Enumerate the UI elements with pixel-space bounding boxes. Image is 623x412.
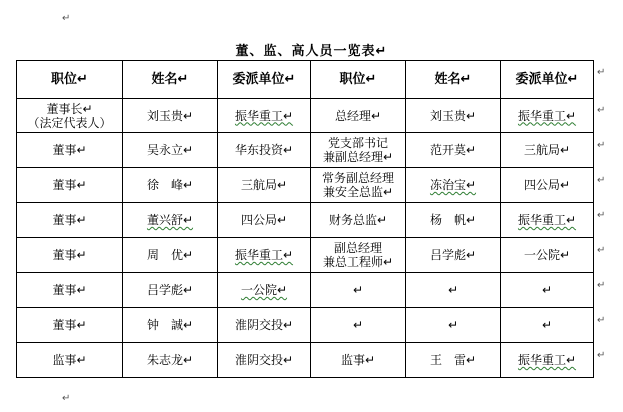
cell-unit: 三航局↵: [218, 168, 311, 203]
cell-unit: 振华重工↵: [218, 99, 311, 133]
cell-name: 吴永立↵: [123, 133, 218, 168]
cell-position: ↵: [311, 308, 406, 343]
cell-name: 范开莫↵: [406, 133, 501, 168]
cell-position: 董事↵: [17, 308, 123, 343]
cell-unit: ↵: [501, 308, 594, 343]
cell-name: 钟 誠↵: [123, 308, 218, 343]
row-end-mark: ↵: [597, 315, 606, 326]
cell-name: 朱志龙↵: [123, 343, 218, 378]
cell-position: ↵: [311, 273, 406, 308]
row-end-mark: ↵: [597, 105, 606, 116]
cell-name: ↵: [406, 273, 501, 308]
header-unit-left: 委派单位↵: [218, 61, 311, 99]
table-row: [17, 343, 594, 378]
cell-position: 董事↵: [17, 238, 123, 273]
cell-position: 董事↵: [17, 203, 123, 238]
row-end-mark: ↵: [597, 67, 606, 78]
cell-name: 王 雷↵: [406, 343, 501, 378]
cell-position: 董事长↵ （法定代表人）: [17, 99, 123, 133]
table-row: [17, 308, 594, 343]
cell-position: 董事↵: [17, 273, 123, 308]
header-name-left: 姓名↵: [123, 61, 218, 99]
table-row: [17, 168, 594, 203]
cell-position: 总经理↵: [311, 99, 406, 133]
table-row: [17, 203, 594, 238]
cell-unit: 振华重工↵: [501, 343, 594, 378]
personnel-table: [16, 60, 594, 378]
cell-unit: 四公局↵: [218, 203, 311, 238]
cell-position: 董事↵: [17, 168, 123, 203]
cell-unit: 淮阴交投↵: [218, 343, 311, 378]
row-end-mark: ↵: [597, 210, 606, 221]
cell-unit: 振华重工↵: [501, 99, 594, 133]
table-row: [17, 133, 594, 168]
cell-unit: 淮阴交投↵: [218, 308, 311, 343]
cell-name: 杨 帆↵: [406, 203, 501, 238]
table-row: [17, 238, 594, 273]
row-end-mark: ↵: [597, 175, 606, 186]
cell-position: 监事↵: [311, 343, 406, 378]
table-row: [17, 273, 594, 308]
cell-unit: 四公局↵: [501, 168, 594, 203]
cell-name: 徐 峰↵: [123, 168, 218, 203]
cell-name: 吕学彪↵: [123, 273, 218, 308]
cell-unit: 一公院↵: [218, 273, 311, 308]
cell-name: 刘玉贵↵: [123, 99, 218, 133]
cell-unit: 振华重工↵: [501, 203, 594, 238]
row-end-mark: ↵: [597, 140, 606, 151]
cell-position: 党支部书记 兼副总经理↵: [311, 133, 406, 168]
row-end-mark: ↵: [597, 280, 606, 291]
row-end-mark: ↵: [597, 350, 606, 361]
cell-position: 董事↵: [17, 133, 123, 168]
header-name-right: 姓名↵: [406, 61, 501, 99]
paragraph-mark-bottom: ↵: [62, 393, 71, 404]
table-header-row: [17, 61, 594, 99]
header-position-left: 职位↵: [17, 61, 123, 99]
cell-unit: 振华重工↵: [218, 238, 311, 273]
cell-unit: 三航局↵: [501, 133, 594, 168]
cell-position: 常务副总经理 兼安全总监↵: [311, 168, 406, 203]
cell-position: 监事↵: [17, 343, 123, 378]
cell-name: 刘玉贵↵: [406, 99, 501, 133]
cell-position: 财务总监↵: [311, 203, 406, 238]
cell-unit: 一公院↵: [501, 238, 594, 273]
cell-name: 周 优↵: [123, 238, 218, 273]
cell-unit: ↵: [501, 273, 594, 308]
cell-position: 副总经理 兼总工程师↵: [311, 238, 406, 273]
header-position-right: 职位↵: [311, 61, 406, 99]
page-title: 董、监、高人员一览表↵: [235, 44, 388, 59]
cell-name: 吕学彪↵: [406, 238, 501, 273]
paragraph-mark-top: ↵: [62, 13, 71, 24]
cell-name: ↵: [406, 308, 501, 343]
cell-name: 董兴舒↵: [123, 203, 218, 238]
table-row: [17, 99, 594, 133]
cell-unit: 华东投资↵: [218, 133, 311, 168]
row-end-mark: ↵: [597, 245, 606, 256]
cell-name: 冻治宝↵: [406, 168, 501, 203]
header-unit-right: 委派单位↵: [501, 61, 594, 99]
